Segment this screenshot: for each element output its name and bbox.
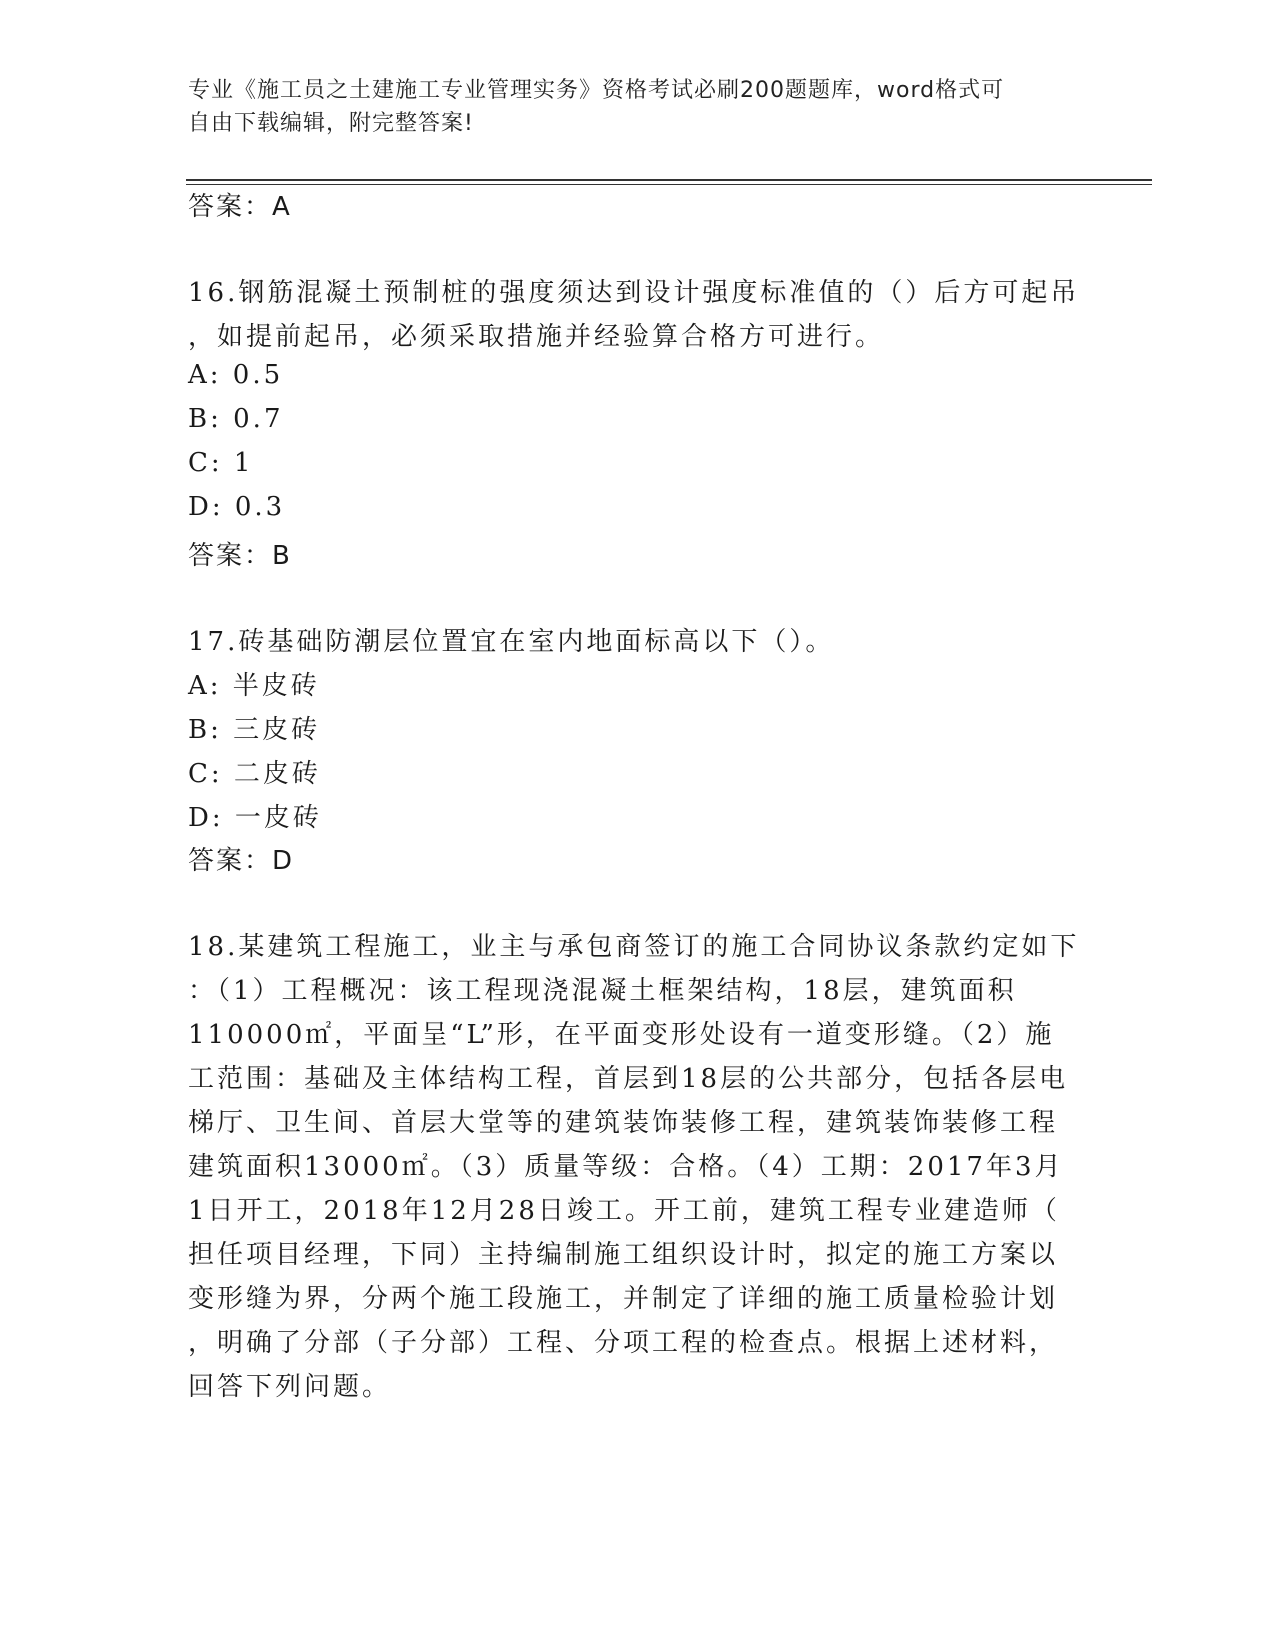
question-18-line-6: 建筑面积13000㎡。（3）质量等级：合格。（4）工期：2017年3月: [188, 1152, 1064, 1182]
header-divider-thick: [186, 179, 1152, 181]
question-18-line-2: ：（1）工程概况：该工程现浇混凝土框架结构，18层，建筑面积: [188, 976, 1017, 1006]
question-17-option-b: B: 三皮砖: [188, 715, 321, 745]
header-divider-thin: [186, 184, 1152, 185]
question-18-line-10: ，明确了分部（子分部）工程、分项工程的检查点。根据上述材料，: [188, 1328, 1059, 1358]
question-18-line-9: 变形缝为界，分两个施工段施工，并制定了详细的施工质量检验计划: [188, 1284, 1059, 1314]
question-16-line-1: 16.钢筋混凝土预制桩的强度须达到设计强度标准值的（）后方可起吊: [188, 278, 1080, 308]
question-17-option-c: C: 二皮砖: [188, 759, 321, 789]
answer-17: 答案：D: [188, 846, 295, 876]
question-18-line-1: 18.某建筑工程施工，业主与承包商签订的施工合同协议条款约定如下: [188, 932, 1080, 962]
header-line-1: 专业《施工员之土建施工专业管理实务》资格考试必刷200题题库，word格式可: [188, 78, 1005, 103]
question-18-line-5: 梯厅、卫生间、首层大堂等的建筑装饰装修工程，建筑装饰装修工程: [188, 1108, 1059, 1138]
question-16-option-d: D: 0.3: [188, 492, 286, 522]
question-18-line-3: 110000㎡，平面呈“L”形，在平面变形处设有一道变形缝。（2）施: [188, 1020, 1055, 1050]
answer-15: 答案：A: [188, 192, 292, 222]
question-18-line-4: 工范围：基础及主体结构工程，首层到18层的公共部分，包括各层电: [188, 1064, 1069, 1094]
question-16-option-c: C: 1: [188, 448, 254, 478]
document-header: [188, 74, 1088, 140]
question-16-line-2: ，如提前起吊，必须采取措施并经验算合格方可进行。: [188, 322, 885, 352]
header-line-2: 自由下载编辑，附完整答案!: [188, 111, 474, 136]
answer-16: 答案：B: [188, 541, 292, 571]
question-16-option-a: A: 0.5: [188, 360, 284, 390]
question-17-option-a: A: 半皮砖: [188, 671, 320, 701]
question-17-line-1: 17.砖基础防潮层位置宜在室内地面标高以下（）。: [188, 627, 835, 657]
question-17-option-d: D: 一皮砖: [188, 803, 322, 833]
question-18-line-8: 担任项目经理，下同）主持编制施工组织设计时，拟定的施工方案以: [188, 1240, 1059, 1270]
question-18-line-7: 1日开工，2018年12月28日竣工。开工前，建筑工程专业建造师（: [188, 1196, 1060, 1226]
question-16-option-b: B: 0.7: [188, 404, 284, 434]
question-18-line-11: 回答下列问题。: [188, 1372, 392, 1402]
